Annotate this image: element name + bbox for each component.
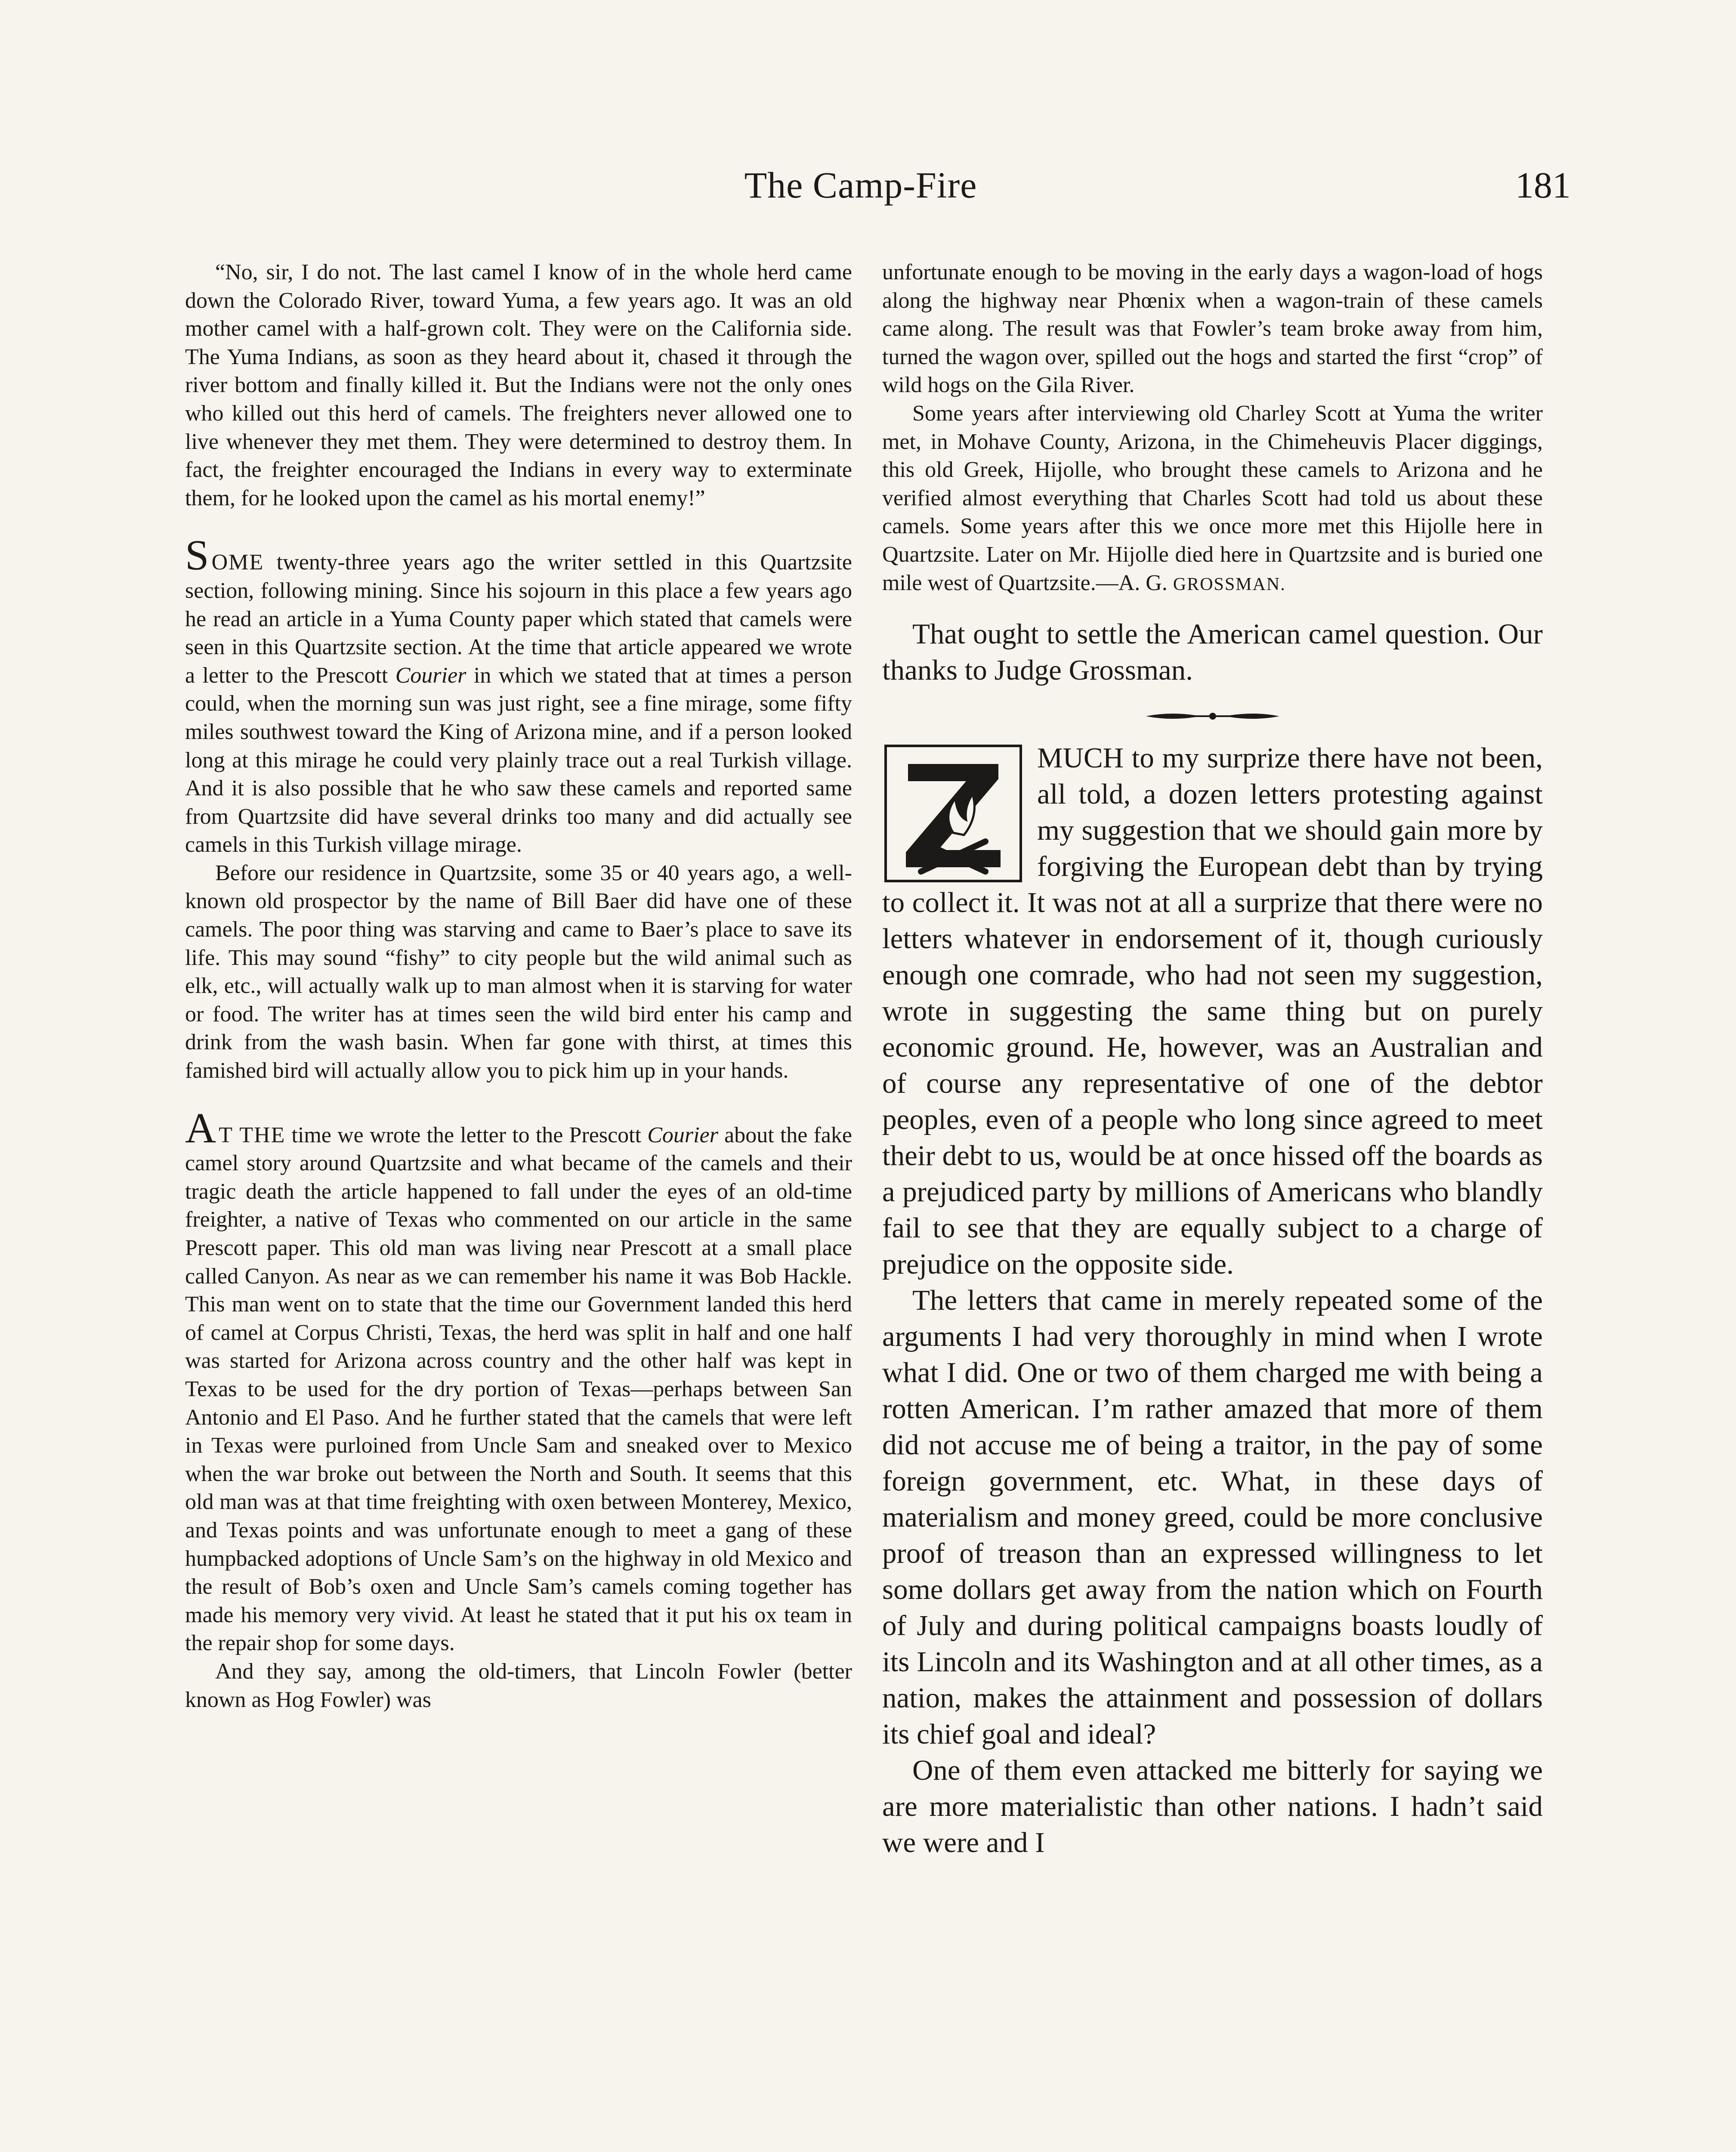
- paragraph: And they say, among the old-timers, that Lincoln Fowler (better known as Hog Fowler) was: [185, 1659, 852, 1712]
- paragraph-text: MUCH to my surprize there have not been, all told, a dozen letters protesting against my suggestion that we should gain more by forgiving the European debt than by trying to collect it. It was not at all a surprize that there were no letters whatever in endorsement of it, though curiously enough one comrade, who had not seen my suggestion, wrote in suggesting the same thing but on purely economic ground. He, however, was an Australian and of course any representative of one of the debtor peoples, even of a people who long since agreed to meet their debt to us, would be at once hissed off the boards as a prejudiced party by millions of Americans who blandly fail to see that they are equally subject to a charge of prejudice on the opposite side.: [882, 742, 1543, 1280]
- divider-ornament-icon: [1144, 710, 1282, 723]
- paragraph-text: about the fake camel story around Quartzsite and what became of the camels and their tragic death the article happened to fall under the eyes of an old-time freighter, a native of Texas who commented on our article in the same Prescott paper. This old man was living near Prescott at a small place called Canyon. As near as we can remember his name it was Bob Hackle. This man went on to state that the time our Government landed this herd of camel at Corpus Christi, Texas, the herd was split in half and one half was started for Arizona across country and the other half was kept in Texas to be used for the dry portion of Texas—perhaps between San Antonio and El Paso. And he further stated that the camels that were left in Texas were purloined from Uncle Sam and sneaked over to Mexico when the war broke out between the North and South. It seems that this old man was at that time freighting with oxen between Monterey, Mexico, and Texas points and was unfortunate enough to meet a gang of these humpbacked adoptions of Uncle Sam’s on the highway in old Mexico and the result of Bob’s oxen and Uncle Sam’s camels coming together has made his memory very vivid. At least he stated that it put his ox team in the repair shop for some days.: [185, 1122, 852, 1656]
- paragraph: unfortunate enough to be moving in the early days a wagon-load of hogs along the highway near Phœnix when a wagon-train of these camels came along. The result was that Fowler’s team broke away from him, turned the wagon over, spilled out the hogs and started the first “crop” of wild hogs on the Gila River.: [882, 260, 1543, 398]
- italic-text: Courier: [395, 663, 466, 688]
- running-header: The Camp-Fire: [744, 164, 977, 206]
- drop-cap: A: [185, 1104, 216, 1152]
- paragraph-text: in which we stated that at times a person could, when the morning sun was just right, see a fine mirage, some fifty miles southwest toward the King of Arizona mine, and if a person looked long at this mirage he could very plainly trace out a real Turkish village. And it is also possible that he who saw these camels and reported same from Quartzsite did have several drinks too many and did actually see camels in this Turkish village mirage.: [185, 663, 852, 857]
- drop-cap: S: [185, 531, 209, 579]
- right-column: [882, 258, 1543, 1861]
- paragraph: Before our residence in Quartzsite, some 35 or 40 years ago, a well-known old prospector by the name of Bill Baer did have one of these camels. The poor thing was starving and came to Baer’s place to save its life. This may sound “fishy” to city people but the wild animal such as elk, etc., will actually walk up to man almost when it is starving for water or food. The writer has at times seen the wild bird enter his camp and drink from the wash basin. When far gone with thirst, at times this famished bird will actually allow you to pick him up in your hands.: [185, 860, 852, 1083]
- paragraph-text: twenty-three years ago the writer settled in this Quartzsite section, following mining. Since his sojourn in this place a few years ago he read an article in a Yuma County paper which stated that camels were seen in this Quartzsite section. At the time that article appeared we wrote a letter to the Prescott: [185, 550, 852, 688]
- paragraph: [882, 399, 1543, 599]
- paragraph-lead: OME: [211, 550, 264, 575]
- signature: GROSSMAN.: [1173, 574, 1286, 594]
- paragraph: [185, 531, 852, 859]
- paragraph: [882, 740, 1543, 1282]
- italic-text: Courier: [647, 1122, 718, 1147]
- page-number: 181: [1515, 164, 1571, 206]
- paragraph-lead: T THE: [219, 1122, 286, 1147]
- paragraph-text: Some years after interviewing old Charley Scott at Yuma the writer met, in Mohave County, Arizona, in the Chimeheuvis Placer diggings, this old Greek, Hijolle, who brought these camels to Arizona and he verified almost everything that Charles Scott had told us about these camels. Some years after this we once more met this Hijolle here in Quartzsite. Later on Mr. Hijolle died here in Quartzsite and is buried one mile west of Quartzsite.—A. G.: [882, 401, 1543, 595]
- paragraph: “No, sir, I do not. The last camel I know of in the whole herd came down the Colorado River, toward Yuma, a few years ago. It was an old mother camel with a half-grown colt. They were on the California side. The Yuma Indians, as soon as they heard about it, chased it through the river bottom and finally killed it. But the Indians were not the only ones who killed out this herd of camels. The freighters never allowed one to live whenever they met them. They were determined to destroy them. In fact, the freighter encouraged the Indians in every way to exterminate them, for he looked upon the camel as his mortal enemy!”: [185, 260, 852, 510]
- paragraph: [185, 1104, 852, 1657]
- left-column: [185, 258, 852, 1714]
- paragraph: That ought to settle the American camel question. Our thanks to Judge Grossman.: [882, 618, 1543, 686]
- paragraph: The letters that came in merely repeated some of the arguments I had very thoroughly in mind when I wrote what I did. One or two of them charged me with being a rotten American. I’m rather amazed that more of them did not accuse me of being a traitor, in the pay of some foreign government, etc. What, in these days of materialism and money greed, could be more conclusive proof of treason than an expressed willingness to let some dollars get away from the nation which on Fourth of July and during political campaigns boasts loudly of its Lincoln and its Washington and at all other times, as a nation, makes the attainment and possession of dollars its chief goal and ideal?: [882, 1284, 1543, 1750]
- paragraph: One of them even attacked me bitterly for saying we are more materialistic than other nations. I hadn’t said we were and I: [882, 1754, 1543, 1859]
- paragraph-text: time we wrote the letter to the Prescott: [285, 1122, 648, 1147]
- z-dropcap-campfire-icon: [882, 742, 1024, 884]
